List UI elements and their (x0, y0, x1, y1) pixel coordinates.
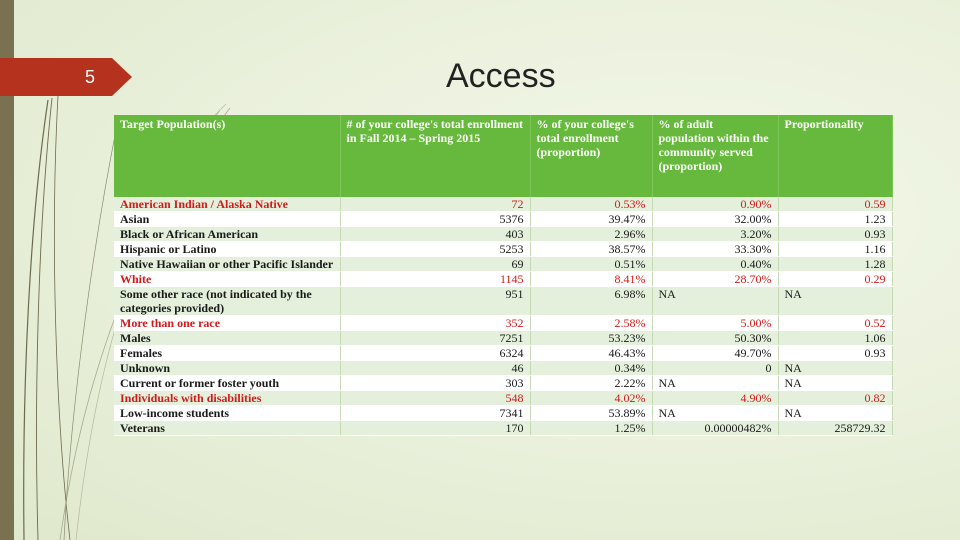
cell-pct-community: 3.20% (652, 227, 778, 242)
table-body (114, 197, 892, 436)
cell-proportionality: 1.06 (778, 331, 892, 346)
cell-pct-college: 8.41% (530, 272, 652, 287)
cell-pct-college: 53.89% (530, 406, 652, 421)
cell-pct-community: 33.30% (652, 242, 778, 257)
table-header-row (114, 115, 892, 197)
table-row (114, 421, 892, 436)
cell-pct-college: 2.22% (530, 376, 652, 391)
cell-population: Individuals with disabilities (114, 391, 340, 406)
cell-enrollment: 7341 (340, 406, 530, 421)
cell-proportionality: 0.93 (778, 227, 892, 242)
table-row (114, 242, 892, 257)
cell-pct-college: 53.23% (530, 331, 652, 346)
cell-population: Low-income students (114, 406, 340, 421)
cell-pct-community: 49.70% (652, 346, 778, 361)
cell-proportionality: 0.52 (778, 316, 892, 331)
header-target-population: Target Population(s) (114, 115, 340, 197)
cell-pct-college: 39.47% (530, 212, 652, 227)
table-row (114, 361, 892, 376)
cell-enrollment: 548 (340, 391, 530, 406)
slide-number-tab (0, 58, 132, 96)
cell-population: Asian (114, 212, 340, 227)
cell-proportionality: 1.23 (778, 212, 892, 227)
cell-pct-college: 46.43% (530, 346, 652, 361)
cell-proportionality: 0.59 (778, 197, 892, 212)
cell-pct-community: NA (652, 406, 778, 421)
cell-population: Black or African American (114, 227, 340, 242)
cell-enrollment: 7251 (340, 331, 530, 346)
cell-proportionality: NA (778, 361, 892, 376)
cell-population: Some other race (not indicated by the categories provided) (114, 287, 340, 316)
cell-enrollment: 6324 (340, 346, 530, 361)
cell-population: American Indian / Alaska Native (114, 197, 340, 212)
cell-pct-college: 38.57% (530, 242, 652, 257)
cell-proportionality: 1.28 (778, 257, 892, 272)
cell-pct-community: 50.30% (652, 331, 778, 346)
cell-population: Native Hawaiian or other Pacific Islander (114, 257, 340, 272)
cell-pct-community: 0.90% (652, 197, 778, 212)
cell-pct-college: 0.51% (530, 257, 652, 272)
cell-pct-community: 5.00% (652, 316, 778, 331)
cell-proportionality: 0.93 (778, 346, 892, 361)
cell-enrollment: 72 (340, 197, 530, 212)
table-row (114, 346, 892, 361)
cell-pct-community: NA (652, 287, 778, 316)
cell-enrollment: 1145 (340, 272, 530, 287)
cell-pct-college: 6.98% (530, 287, 652, 316)
cell-enrollment: 352 (340, 316, 530, 331)
table-row (114, 227, 892, 242)
cell-population: Veterans (114, 421, 340, 436)
header-enrollment: # of your college's total enrollment in Fall 2014 – Spring 2015 (340, 115, 530, 197)
cell-proportionality: 1.16 (778, 242, 892, 257)
cell-enrollment: 5253 (340, 242, 530, 257)
cell-proportionality: NA (778, 376, 892, 391)
cell-population: Females (114, 346, 340, 361)
cell-enrollment: 303 (340, 376, 530, 391)
table-row (114, 316, 892, 331)
cell-proportionality: 0.29 (778, 272, 892, 287)
cell-proportionality: 258729.32 (778, 421, 892, 436)
slide-title: Access (446, 57, 556, 95)
cell-pct-community: 0.40% (652, 257, 778, 272)
header-pct-college: % of your college's total enrollment (proportion) (530, 115, 652, 197)
cell-pct-college: 2.96% (530, 227, 652, 242)
cell-pct-college: 2.58% (530, 316, 652, 331)
slide-number: 5 (84, 67, 95, 87)
cell-population: White (114, 272, 340, 287)
cell-pct-community: 0 (652, 361, 778, 376)
header-proportionality: Proportionality (778, 115, 892, 197)
cell-pct-community: NA (652, 376, 778, 391)
cell-population: Males (114, 331, 340, 346)
table-row (114, 197, 892, 212)
cell-enrollment: 46 (340, 361, 530, 376)
cell-enrollment: 69 (340, 257, 530, 272)
cell-pct-college: 0.53% (530, 197, 652, 212)
table-row (114, 406, 892, 421)
cell-enrollment: 5376 (340, 212, 530, 227)
cell-pct-community: 4.90% (652, 391, 778, 406)
cell-pct-community: 28.70% (652, 272, 778, 287)
cell-population: Unknown (114, 361, 340, 376)
access-data-table (114, 115, 893, 436)
cell-population: Current or former foster youth (114, 376, 340, 391)
cell-pct-college: 1.25% (530, 421, 652, 436)
table-row (114, 391, 892, 406)
cell-pct-community: 32.00% (652, 212, 778, 227)
table-row (114, 257, 892, 272)
table-row (114, 376, 892, 391)
cell-proportionality: NA (778, 406, 892, 421)
cell-population: Hispanic or Latino (114, 242, 340, 257)
cell-enrollment: 403 (340, 227, 530, 242)
cell-enrollment: 951 (340, 287, 530, 316)
cell-pct-community: 0.00000482% (652, 421, 778, 436)
cell-pct-college: 4.02% (530, 391, 652, 406)
cell-enrollment: 170 (340, 421, 530, 436)
cell-pct-college: 0.34% (530, 361, 652, 376)
table-row (114, 212, 892, 227)
table-row (114, 331, 892, 346)
table-row (114, 272, 892, 287)
cell-proportionality: 0.82 (778, 391, 892, 406)
header-pct-community: % of adult population within the community served (proportion) (652, 115, 778, 197)
cell-population: More than one race (114, 316, 340, 331)
cell-proportionality: NA (778, 287, 892, 316)
table-row (114, 287, 892, 316)
